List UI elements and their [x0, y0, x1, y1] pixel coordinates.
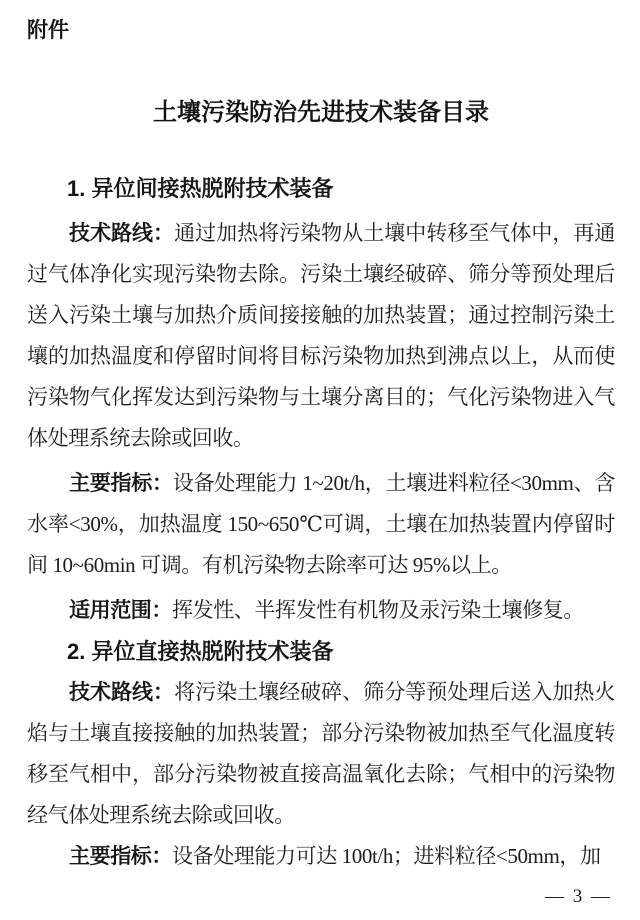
- section-2-key-indicators-paragraph: [27, 836, 615, 877]
- section-2: [27, 631, 615, 877]
- paragraph-label-key-indicators: 主要指标：: [69, 472, 173, 495]
- section-1-key-indicators-paragraph: [27, 463, 615, 586]
- page-number: — 3 —: [545, 886, 612, 907]
- section-2-tech-route-paragraph: [27, 672, 615, 836]
- paragraph-text: 设备处理能力 1~20t/h，土壤进料粒径<30mm、含水率<30%，加热温度 150~650℃可调，土壤在加热装置内停留时间 10~60min 可调。有机污染物去除率可达 95%以上。: [27, 471, 616, 577]
- document-title: 土壤污染防治先进技术装备目录: [153, 100, 489, 126]
- paragraph-label-scope: 适用范围：: [69, 599, 172, 622]
- paragraph-text: 通过加热将污染物从土壤中转移至气体中，再通过气体净化实现污染物去除。污染土壤经破碎、筛分等预处理后送入污染土壤与加热介质间接接触的加热装置；通过控制污染土壤的加热温度和停留时间将目标污染物加热到沸点以上，从而使污染物气化挥发达到污染物与土壤分离目的；气化污染物进入气体处理系统去除或回收。: [27, 221, 615, 450]
- paragraph-label-tech-route: 技术路线：: [69, 681, 175, 704]
- section-2-heading: 2. 异位直接热脱附技术装备: [67, 639, 334, 664]
- paragraph-label-tech-route: 技术路线：: [69, 222, 175, 245]
- section-1-scope-paragraph: [27, 590, 615, 631]
- section-1: [27, 168, 615, 631]
- section-1-heading: 1. 异位间接热脱附技术装备: [67, 176, 334, 201]
- attachment-label: 附件: [27, 19, 69, 42]
- paragraph-text: 设备处理能力可达 100t/h；进料粒径<50mm，加: [172, 844, 601, 868]
- section-1-tech-route-paragraph: [27, 213, 615, 459]
- paragraph-label-key-indicators: 主要指标：: [69, 845, 172, 868]
- paragraph-text: 挥发性、半挥发性有机物及汞污染土壤修复。: [172, 598, 584, 622]
- paragraph-text: 将污染土壤经破碎、筛分等预处理后送入加热火焰与土壤直接接触的加热装置；部分污染物被加热至气化温度转移至气相中，部分污染物被直接高温氧化去除；气相中的污染物经气体处理系统去除或回收。: [27, 680, 615, 827]
